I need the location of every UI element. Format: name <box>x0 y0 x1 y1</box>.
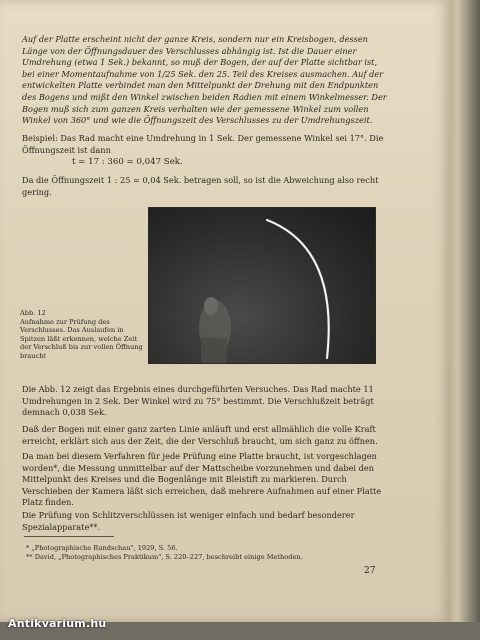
paragraph-slit-shutter: Die Prüfung von Schlitzverschlüssen ist weniger einfach und bedarf besonderer Spezialapparate**. <box>22 510 355 532</box>
paragraph-deviation: Da die Öffnungszeit 1 : 25 = 0,04 Sek. betragen soll, so ist die Abweichung also recht gering. <box>22 175 379 197</box>
footnote-rule <box>24 536 114 537</box>
example-lead: Beispiel: <box>22 133 58 143</box>
paragraph-result: Die Abb. 12 zeigt das Ergebnis eines durchgeführten Versuches. Das Rad machte 11 Umdrehungen in 2 Sek. Der Winkel wird zu 75° bestimmt. Die Verschlußzeit beträgt demnach 0,038 Sek. <box>22 384 374 418</box>
arc-trace <box>267 220 329 358</box>
footnote-1: * „Photographische Rundschau", 1929, S. 56. <box>26 544 178 552</box>
formula-opening-time: t = 17 : 360 = 0,047 Sek. <box>72 157 183 167</box>
figure-photo-abb-12 <box>148 207 376 364</box>
caption-body: Aufnahme zur Prüfung des Verschlusses. Das Auslaufen in Spitzen läßt erkennen, welche Zeit der Verschluß bis zur vollen Öffnung braucht <box>20 317 143 360</box>
caption-label: Abb. 12 <box>20 309 46 317</box>
paragraph-method: Auf der Platte erscheint nicht der ganze Kreis, sondern nur ein Kreisbogen, dessen Länge von der Öffnungsdauer des Verschlusses abhängig ist. Ist die Dauer einer Umdrehung (etwa 1 Sek.) bekannt, so muß der Bogen, der auf der Platte sichtbar ist, bei einer Momentaufnahme von 1/25 Sek. den 25. Teil des Kreises ausmachen. Auf der entwickelten Platte verbindet man den Mittelpunkt der Drehung mit den Endpunkten des Bogens und mißt den Winkel zwischen beiden Radien mit einem Winkelmesser. Der Bogen muß sich zum ganzen Kreis verhalten wie der gemessene Winkel zum vollen Winkel von 360° und wie die Öffnungszeit des Verschlusses zu der Umdrehungszeit. <box>22 34 387 126</box>
book-spine <box>448 0 480 640</box>
paragraph-thin-line: Daß der Bogen mit einer ganz zarten Linie anläuft und erst allmählich die volle Kraft erreicht, erklärt sich aus der Zeit, die der Verschluß braucht, um sich ganz zu öffnen. <box>22 424 378 446</box>
paragraph-ground-glass: Da man bei diesem Verfahren für jede Prüfung eine Platte braucht, ist vorgeschlagen worden*, die Messung unmittelbar auf der Mattscheibe vorzunehmen und dabei den Mittelpunkt des Kreises und die Bogenlänge mit Bleistift zu markieren. Durch Verschieben der Kamera läßt sich erreichen, daß mehrere Aufnahmen auf einer Platte Platz finden. <box>22 451 382 508</box>
footnote-2: ** David, „Photographisches Praktikum", S. 220–227, beschreibt einige Methoden. <box>26 553 303 561</box>
example-text: Das Rad macht eine Umdrehung in 1 Sek. Der gemessene Winkel sei 17°. Die Öffnungszeit ist dann <box>22 133 384 155</box>
figure-caption <box>20 309 146 361</box>
arc-trace-figure <box>149 208 375 363</box>
paragraph-example <box>22 133 392 156</box>
camera-shape <box>199 297 231 363</box>
page-number: 27 <box>364 566 376 576</box>
watermark-logo: Antikvarium.hu <box>8 617 107 630</box>
